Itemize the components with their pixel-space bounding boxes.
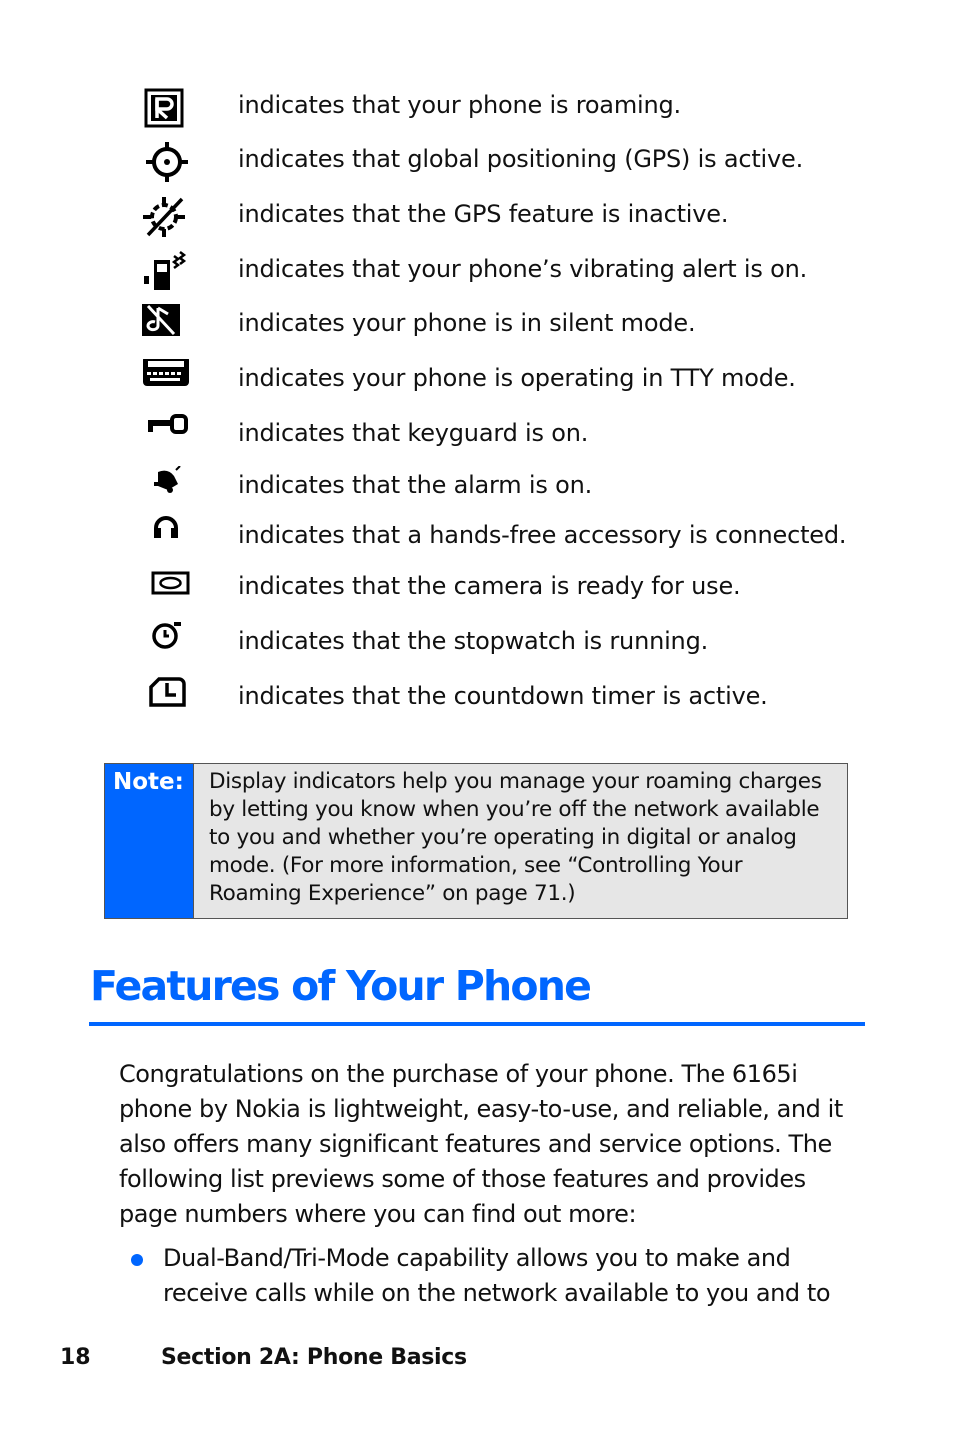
indicator-text: indicates that your phone is roaming. xyxy=(238,91,681,119)
indicator-row-headset xyxy=(0,516,954,560)
gps-inactive-icon xyxy=(140,195,192,239)
indicator-row-stopwatch xyxy=(0,622,954,666)
silent-icon xyxy=(140,304,192,348)
note-label: Note: xyxy=(105,764,194,918)
intro-paragraph: Congratulations on the purchase of your phone. The 6165i phone by Nokia is lightweight, easy-to-use, and reliable, and it also offers many significant features and service options. The following list previews some of those features and provides page numbers where you can find out more: xyxy=(119,1060,843,1228)
stopwatch-icon xyxy=(140,622,192,666)
indicator-text: indicates that global positioning (GPS) is active. xyxy=(238,145,804,173)
indicator-text: indicates that the camera is ready for use. xyxy=(238,572,741,600)
note-text: Display indicators help you manage your roaming charges by letting you know when you’re off the network available to you and whether you’re operating in digital or analog mode. (For more information, see “Controlling Your Roaming Experience” on page 71.) xyxy=(209,769,822,906)
indicator-row-vibrate xyxy=(0,250,954,294)
heading-rule xyxy=(89,1022,865,1026)
indicator-row-alarm xyxy=(0,466,954,510)
keyguard-icon xyxy=(140,414,192,458)
vibrate-icon xyxy=(140,250,192,294)
alarm-icon xyxy=(140,466,192,510)
note-box xyxy=(104,763,848,919)
indicator-row-gps-active xyxy=(0,140,954,184)
roaming-icon xyxy=(140,86,192,130)
indicator-text: indicates that the countdown timer is active. xyxy=(238,682,768,710)
indicator-row-silent xyxy=(0,304,954,348)
section-heading: Features of Your Phone xyxy=(90,962,591,1010)
bullet-dot-icon xyxy=(131,1254,143,1266)
indicator-text: indicates that the stopwatch is running. xyxy=(238,627,709,655)
countdown-timer-icon xyxy=(140,677,192,721)
page-number: 18 xyxy=(60,1345,91,1370)
footer-section-title: Section 2A: Phone Basics xyxy=(161,1345,467,1370)
indicator-row-keyguard xyxy=(0,414,954,458)
tty-icon xyxy=(140,359,192,403)
camera-icon xyxy=(140,567,192,611)
indicator-text: indicates that the alarm is on. xyxy=(238,471,593,499)
indicator-text: indicates that your phone’s vibrating alert is on. xyxy=(238,255,808,283)
gps-active-icon xyxy=(140,140,192,184)
indicator-row-countdown-timer xyxy=(0,677,954,721)
indicator-row-tty xyxy=(0,359,954,403)
indicator-text: indicates your phone is in silent mode. xyxy=(238,309,696,337)
indicator-row-roaming xyxy=(0,86,954,130)
bullet-item: Dual-Band/Tri-Mode capability allows you to make and receive calls while on the network available to you and to xyxy=(163,1244,831,1307)
indicator-text: indicates that a hands-free accessory is connected. xyxy=(238,521,847,549)
indicator-row-camera xyxy=(0,567,954,611)
indicator-text: indicates that keyguard is on. xyxy=(238,419,589,447)
indicator-text: indicates your phone is operating in TTY mode. xyxy=(238,364,796,392)
headset-icon xyxy=(140,516,192,560)
indicator-text: indicates that the GPS feature is inactive. xyxy=(238,200,729,228)
indicator-row-gps-inactive xyxy=(0,195,954,239)
